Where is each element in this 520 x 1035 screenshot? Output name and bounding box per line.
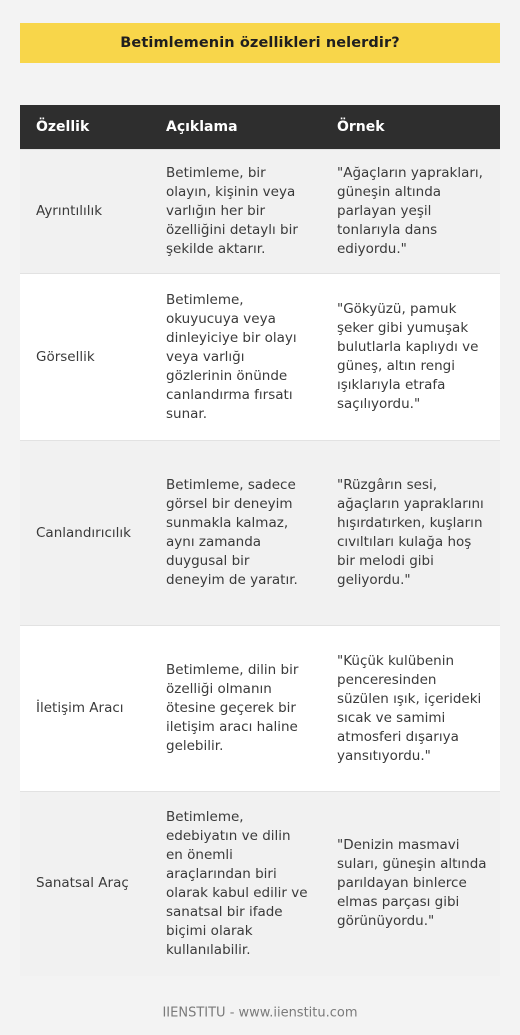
cell-example: "Rüzgârın sesi, ağaçların yapraklarını hışırdatırken, kuşların cıvıltıları kulağa hoş bir melodi gibi geliyordu."	[321, 441, 500, 626]
cell-feature: Ayrıntılılık	[20, 150, 150, 274]
table-row	[20, 792, 500, 976]
cell-feature: Sanatsal Araç	[20, 792, 150, 976]
header-feature: Özellik	[20, 105, 150, 150]
cell-description: Betimleme, edebiyatın ve dilin en önemli araçlarından biri olarak kabul edilir ve sanatsal bir ifade biçimi olarak kullanılabilir.	[150, 792, 321, 976]
page-title: Betimlemenin özellikleri nelerdir?	[120, 35, 400, 51]
cell-feature: Görsellik	[20, 274, 150, 441]
table-row	[20, 441, 500, 626]
cell-description: Betimleme, dilin bir özelliği olmanın ötesine geçerek bir iletişim aracı haline gelebilir.	[150, 626, 321, 792]
cell-example: "Gökyüzü, pamuk şeker gibi yumuşak bulutlarla kaplıydı ve güneş, altın rengi ışıklarıyla etrafa saçılıyordu."	[321, 274, 500, 441]
table-row	[20, 626, 500, 792]
cell-feature: İletişim Aracı	[20, 626, 150, 792]
cell-description: Betimleme, okuyucuya veya dinleyiciye bir olayı veya varlığı gözlerinin önünde canlandırma fırsatı sunar.	[150, 274, 321, 441]
table-row	[20, 150, 500, 274]
header-example: Örnek	[321, 105, 500, 150]
cell-description: Betimleme, sadece görsel bir deneyim sunmakla kalmaz, aynı zamanda duygusal bir deneyim de yaratır.	[150, 441, 321, 626]
cell-example: "Ağaçların yaprakları, güneşin altında parlayan yeşil tonlarıyla dans ediyordu."	[321, 150, 500, 274]
features-table	[20, 105, 500, 976]
header-description: Açıklama	[150, 105, 321, 150]
footer-credit: IIENSTITU - www.iienstitu.com	[162, 1005, 358, 1021]
cell-feature: Canlandırıcılık	[20, 441, 150, 626]
cell-example: "Küçük kulübenin penceresinden süzülen ışık, içerideki sıcak ve samimi atmosferi dışarıya yansıtıyordu."	[321, 626, 500, 792]
title-banner	[20, 23, 500, 63]
table-header-row	[20, 105, 500, 150]
cell-description: Betimleme, bir olayın, kişinin veya varlığın her bir özelliğini detaylı bir şekilde aktarır.	[150, 150, 321, 274]
cell-example: "Denizin masmavi suları, güneşin altında parıldayan binlerce elmas parçası gibi görünüyordu."	[321, 792, 500, 976]
table-row	[20, 274, 500, 441]
